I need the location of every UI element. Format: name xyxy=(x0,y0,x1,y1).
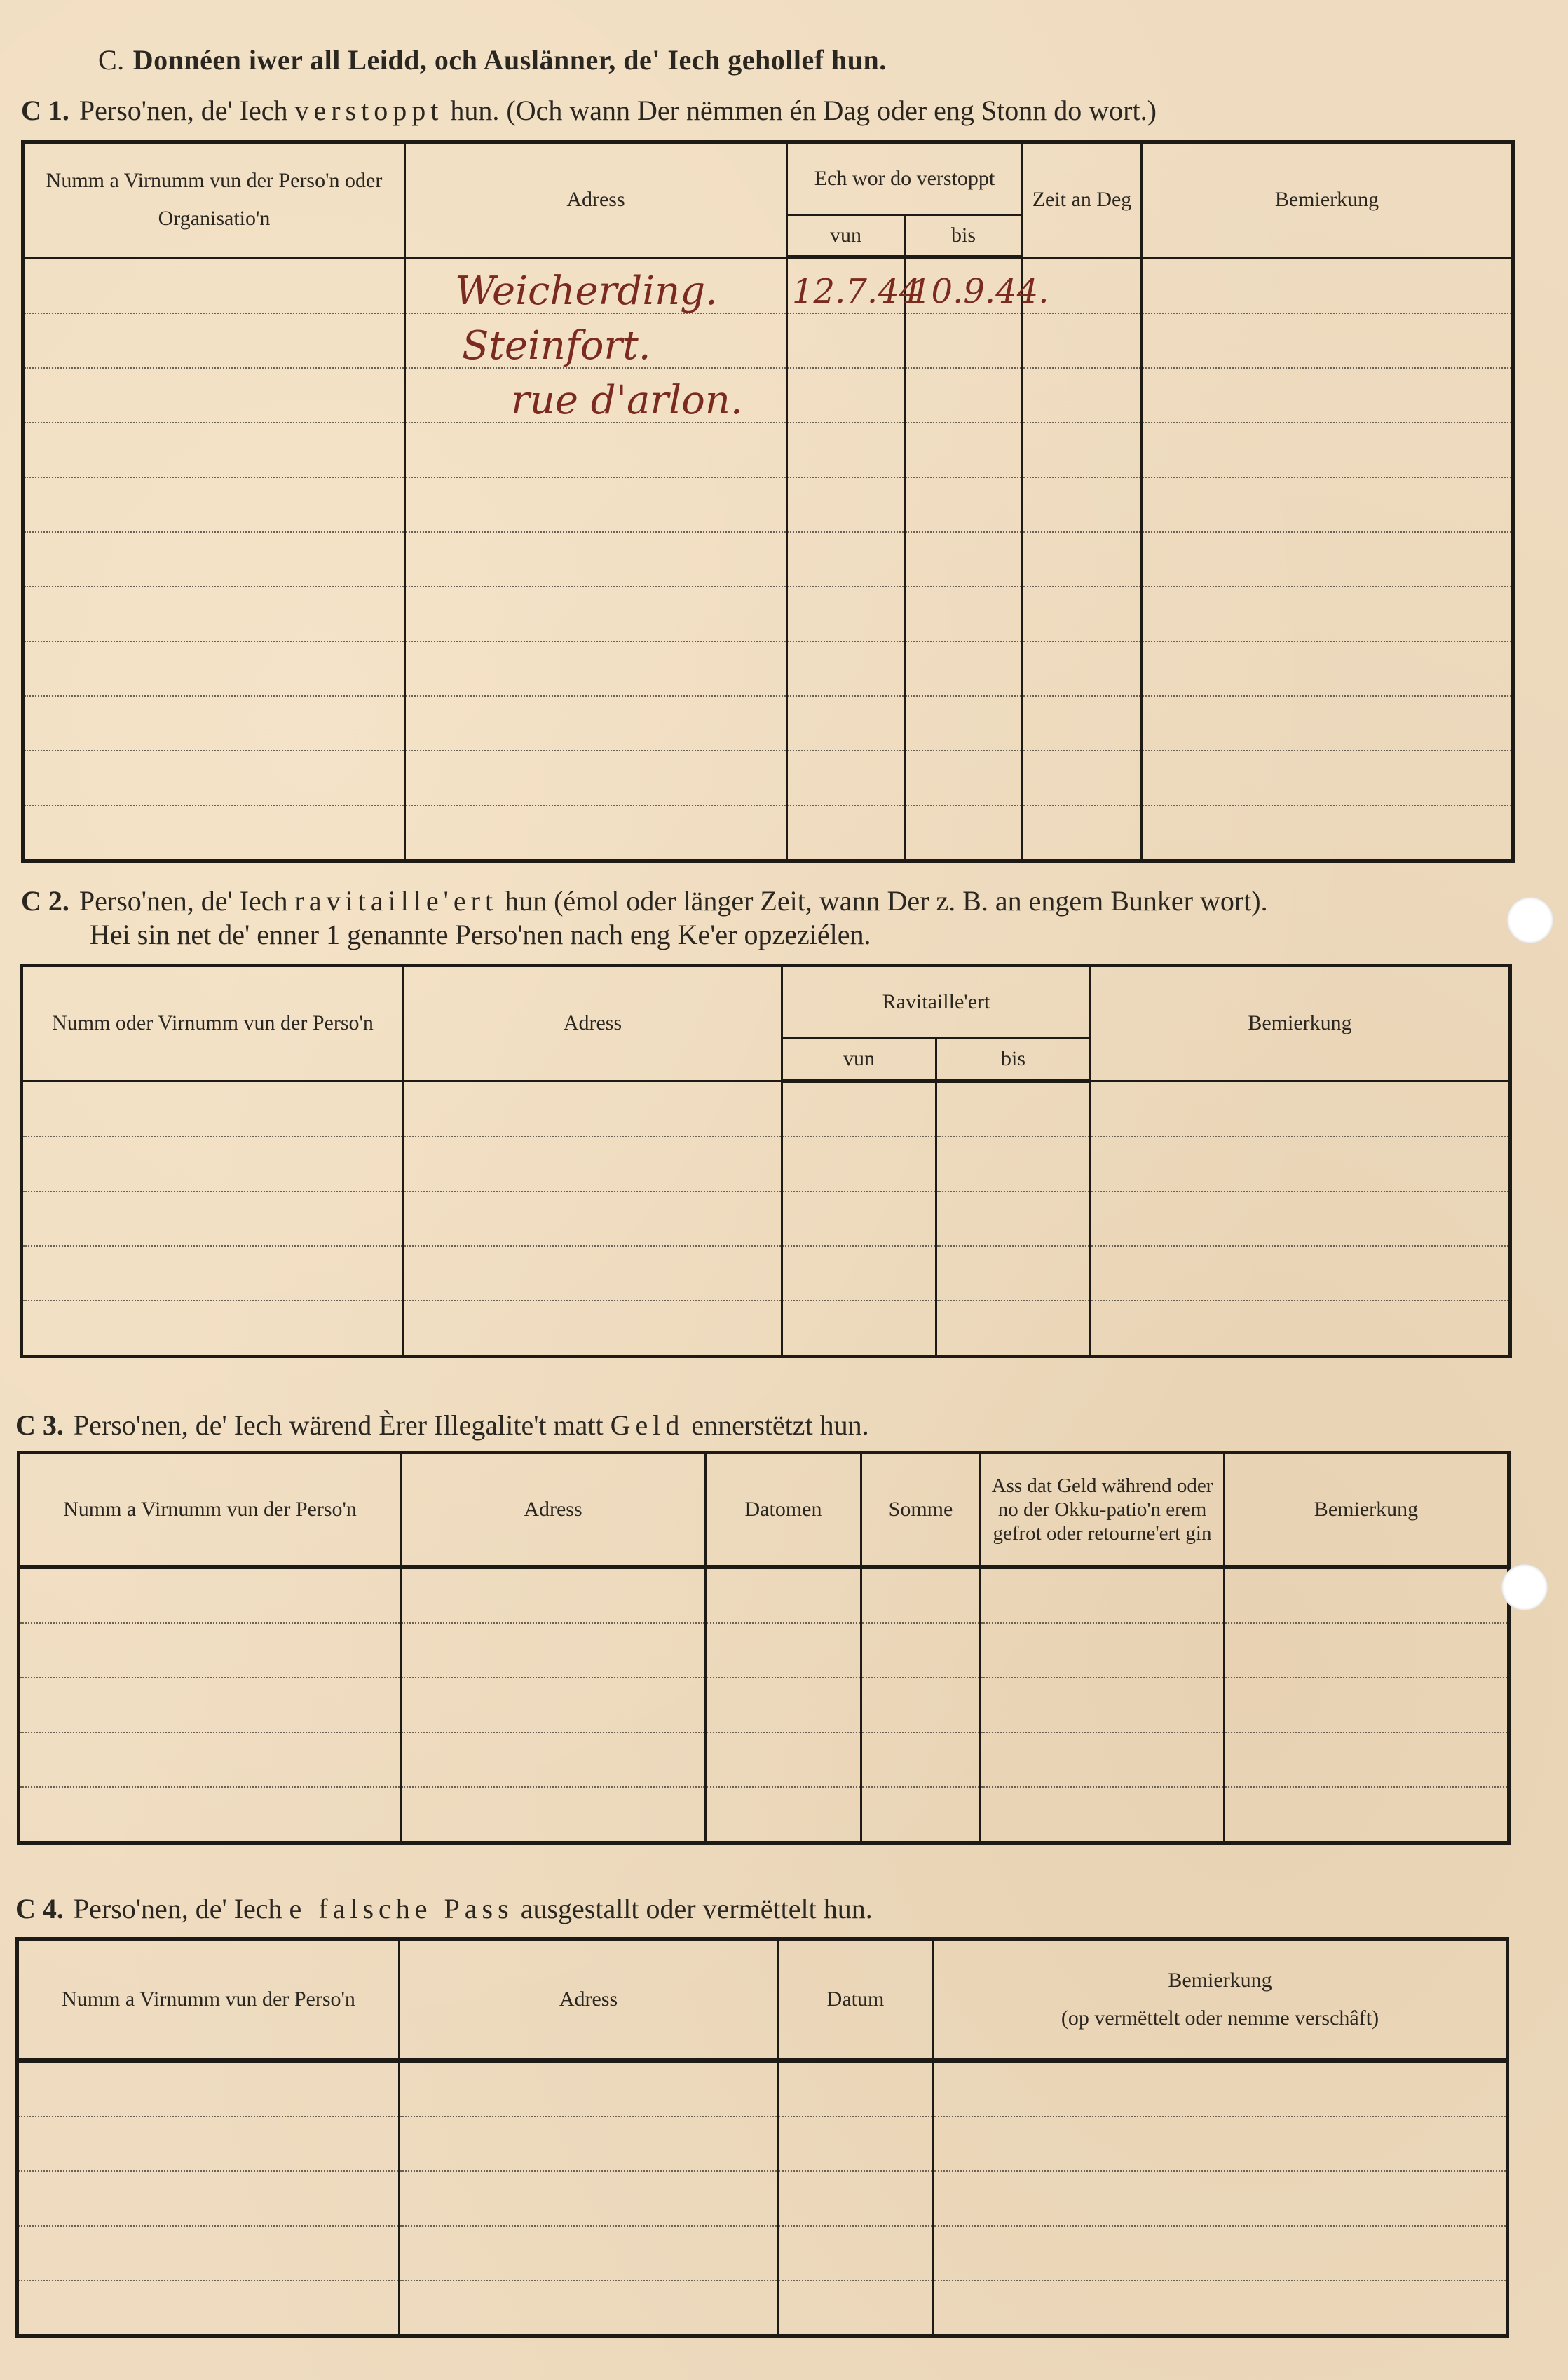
cell[interactable] xyxy=(981,1678,1225,1732)
cell[interactable] xyxy=(23,257,405,313)
remark-label: Bemierkung xyxy=(1168,1969,1272,1992)
cell[interactable] xyxy=(401,1678,706,1732)
cell[interactable] xyxy=(23,696,405,751)
cell[interactable] xyxy=(782,1081,936,1137)
cell[interactable] xyxy=(934,2171,1508,2226)
col-address-header: Adress xyxy=(401,1453,706,1568)
cell[interactable] xyxy=(778,2116,934,2171)
section-code: C 3. xyxy=(15,1409,64,1441)
cell[interactable] xyxy=(905,696,1023,751)
cell[interactable] xyxy=(401,1787,706,1843)
col-to-header: bis xyxy=(936,1039,1091,1081)
table-row xyxy=(23,257,1513,313)
section-c2-heading xyxy=(21,884,1268,952)
cell[interactable] xyxy=(23,313,405,368)
cell[interactable] xyxy=(934,2226,1508,2280)
cell[interactable] xyxy=(1142,641,1513,696)
cell[interactable] xyxy=(1225,1732,1509,1787)
table-row xyxy=(18,2060,1508,2116)
cell[interactable] xyxy=(981,1567,1225,1623)
cell[interactable] xyxy=(981,1732,1225,1787)
section-c4-heading xyxy=(15,1892,873,1926)
cell[interactable] xyxy=(405,696,787,751)
cell[interactable] xyxy=(905,313,1023,368)
table-row xyxy=(22,1081,1511,1137)
cell[interactable] xyxy=(1091,1137,1511,1191)
col-ravitailleert-header: Ravitaille'ert xyxy=(782,966,1091,1039)
cell[interactable] xyxy=(1023,368,1142,423)
section-code: C 1. xyxy=(21,95,69,126)
cell[interactable] xyxy=(905,257,1049,313)
section-c3-heading xyxy=(15,1409,869,1442)
cell[interactable] xyxy=(1142,368,1513,423)
cell[interactable] xyxy=(405,805,787,861)
section-code: C 4. xyxy=(15,1893,64,1924)
cell[interactable] xyxy=(861,1678,981,1732)
cell[interactable] xyxy=(401,1623,706,1678)
cell[interactable] xyxy=(401,1567,706,1623)
cell[interactable] xyxy=(1225,1623,1509,1678)
cell[interactable] xyxy=(404,1081,782,1137)
cell[interactable] xyxy=(706,1787,861,1843)
cell[interactable] xyxy=(1023,696,1142,751)
table-row xyxy=(19,1678,1509,1732)
table-c4 xyxy=(15,1937,1509,2338)
cell[interactable] xyxy=(405,477,787,532)
cell[interactable] xyxy=(405,423,787,477)
cell[interactable] xyxy=(22,1137,404,1191)
cell[interactable] xyxy=(19,1732,401,1787)
heading-line-2: Hei sin net de' enner 1 genannte Perso'nen nach eng Ke'er opzeziélen. xyxy=(90,919,871,950)
cell[interactable] xyxy=(1142,423,1513,477)
heading-spaced: ravitaille'ert xyxy=(294,885,498,917)
cell[interactable] xyxy=(905,805,1023,861)
cell[interactable] xyxy=(23,368,405,423)
cell[interactable] xyxy=(405,751,787,805)
cell[interactable] xyxy=(861,1732,981,1787)
cell[interactable] xyxy=(400,2226,778,2280)
heading-spaced: e falsche Pass xyxy=(289,1893,514,1924)
table-row xyxy=(23,368,1513,423)
handwritten-from: 12.7.44 xyxy=(792,272,921,311)
cell[interactable] xyxy=(936,1137,1091,1191)
cell[interactable] xyxy=(981,1623,1225,1678)
cell[interactable] xyxy=(19,1567,401,1623)
col-remark-header: Bemierkung xyxy=(1091,966,1511,1081)
cell[interactable] xyxy=(405,368,787,423)
table-row xyxy=(18,2171,1508,2226)
cell[interactable] xyxy=(778,2060,934,2116)
cell[interactable] xyxy=(778,2226,934,2280)
table-row xyxy=(18,2226,1508,2280)
cell[interactable] xyxy=(23,751,405,805)
cell[interactable] xyxy=(18,2171,400,2226)
cell[interactable] xyxy=(1142,587,1513,641)
cell[interactable] xyxy=(1023,423,1142,477)
cell[interactable] xyxy=(861,1787,981,1843)
cell[interactable] xyxy=(1023,751,1142,805)
heading-spaced: Geld xyxy=(610,1409,685,1441)
table-row xyxy=(22,1137,1511,1191)
col-remark-header xyxy=(934,1939,1508,2061)
cell[interactable] xyxy=(934,2060,1508,2116)
cell[interactable] xyxy=(778,2280,934,2337)
col-to-header: bis xyxy=(905,215,1023,258)
table-row xyxy=(23,587,1513,641)
cell[interactable] xyxy=(787,477,905,532)
heading-part: ennerstëtzt hun. xyxy=(691,1409,869,1441)
col-name-header: Numm a Virnumm vun der Perso'n oder Organisatio'n xyxy=(23,142,405,258)
cell[interactable] xyxy=(404,1246,782,1301)
cell[interactable] xyxy=(1225,1678,1509,1732)
cell[interactable] xyxy=(706,1678,861,1732)
col-remark-header: Bemierkung xyxy=(1142,142,1513,258)
table-row xyxy=(19,1623,1509,1678)
table-row xyxy=(23,696,1513,751)
cell[interactable] xyxy=(905,587,1023,641)
col-from-header: vun xyxy=(782,1039,936,1081)
cell[interactable] xyxy=(782,1137,936,1191)
col-name-header: Numm a Virnumm vun der Perso'n xyxy=(18,1939,400,2061)
handwritten-address-2: Steinfort. xyxy=(462,323,651,369)
cell[interactable] xyxy=(1091,1191,1511,1246)
cell[interactable] xyxy=(1142,751,1513,805)
heading-part: Perso'nen, de' Iech xyxy=(79,885,288,917)
cell[interactable] xyxy=(905,368,1023,423)
col-time-header: Zeit an Deg xyxy=(1023,142,1142,258)
cell[interactable] xyxy=(905,477,1023,532)
cell[interactable] xyxy=(19,1787,401,1843)
cell[interactable] xyxy=(1023,805,1142,861)
section-code: C 2. xyxy=(21,885,69,917)
handwritten-address-3: rue d'arlon. xyxy=(511,378,743,423)
table-row xyxy=(18,2116,1508,2171)
cell[interactable] xyxy=(400,2280,778,2337)
cell[interactable] xyxy=(1023,587,1142,641)
cell[interactable] xyxy=(1091,1246,1511,1301)
cell[interactable] xyxy=(400,2060,778,2116)
cell[interactable] xyxy=(22,1081,404,1137)
table-c2 xyxy=(20,964,1512,1358)
cell[interactable] xyxy=(1142,313,1513,368)
cell[interactable] xyxy=(1023,313,1142,368)
cell[interactable] xyxy=(787,532,905,587)
col-return-header: Ass dat Geld während oder no der Okku-patio'n erem gefrot oder retourne'ert gin xyxy=(981,1453,1225,1568)
cell[interactable] xyxy=(405,532,787,587)
table-row xyxy=(22,1246,1511,1301)
cell[interactable] xyxy=(18,2116,400,2171)
title-prefix: C. xyxy=(98,44,125,76)
cell[interactable] xyxy=(782,1246,936,1301)
cell[interactable] xyxy=(936,1246,1091,1301)
section-c1-heading xyxy=(21,94,1157,128)
heading-part: Perso'nen, de' Iech wärend Èrer Illegalite't matt xyxy=(73,1409,604,1441)
cell[interactable] xyxy=(405,641,787,696)
table-row xyxy=(23,477,1513,532)
table-row xyxy=(18,2280,1508,2337)
cell[interactable] xyxy=(1023,477,1142,532)
cell[interactable] xyxy=(787,696,905,751)
cell[interactable] xyxy=(400,2116,778,2171)
title-text: Donnéen iwer all Leidd, och Auslänner, de' Iech gehollef hun. xyxy=(132,44,887,76)
heading-part: Perso'nen, de' Iech xyxy=(73,1893,282,1924)
cell[interactable] xyxy=(23,423,405,477)
cell[interactable] xyxy=(787,368,905,423)
cell[interactable] xyxy=(706,1732,861,1787)
cell[interactable] xyxy=(787,257,921,313)
table-row xyxy=(23,532,1513,587)
table-row xyxy=(23,313,1513,368)
cell[interactable] xyxy=(19,1678,401,1732)
col-hidden-header: Ech wor do verstoppt xyxy=(787,142,1023,215)
col-remark-header: Bemierkung xyxy=(1225,1453,1509,1568)
document-title xyxy=(98,43,887,76)
cell[interactable] xyxy=(405,257,787,313)
cell[interactable] xyxy=(405,313,787,368)
cell[interactable] xyxy=(706,1623,861,1678)
cell[interactable] xyxy=(18,2280,400,2337)
cell[interactable] xyxy=(22,1191,404,1246)
table-row xyxy=(19,1787,1509,1843)
cell[interactable] xyxy=(23,532,405,587)
heading-spaced: verstoppt xyxy=(294,95,444,126)
handwritten-to: 10.9.44. xyxy=(910,272,1049,311)
cell[interactable] xyxy=(18,2060,400,2116)
cell[interactable] xyxy=(934,2280,1508,2337)
cell[interactable] xyxy=(404,1191,782,1246)
cell[interactable] xyxy=(22,1301,404,1357)
cell[interactable] xyxy=(1142,257,1513,313)
cell[interactable] xyxy=(23,641,405,696)
col-address-header: Adress xyxy=(404,966,782,1081)
cell[interactable] xyxy=(1225,1567,1509,1623)
table-row xyxy=(22,1191,1511,1246)
col-name-header: Numm oder Virnumm vun der Perso'n xyxy=(22,966,404,1081)
cell[interactable] xyxy=(934,2116,1508,2171)
cell[interactable] xyxy=(787,313,905,368)
cell[interactable] xyxy=(22,1246,404,1301)
cell[interactable] xyxy=(1142,477,1513,532)
cell[interactable] xyxy=(1142,532,1513,587)
table-c1 xyxy=(21,140,1515,863)
col-address-header: Adress xyxy=(405,142,787,258)
cell[interactable] xyxy=(404,1301,782,1357)
punch-hole xyxy=(1507,897,1553,943)
cell[interactable] xyxy=(401,1732,706,1787)
cell[interactable] xyxy=(861,1623,981,1678)
col-from-header: vun xyxy=(787,215,905,258)
col-date-header: Datum xyxy=(778,1939,934,2061)
cell[interactable] xyxy=(1023,641,1142,696)
cell[interactable] xyxy=(1091,1081,1511,1137)
table-row xyxy=(23,423,1513,477)
punch-hole xyxy=(1501,1564,1548,1610)
heading-part: hun. (Och wann Der nëmmen én Dag oder eng Stonn do wort.) xyxy=(450,95,1157,126)
cell[interactable] xyxy=(1142,696,1513,751)
table-row xyxy=(22,1301,1511,1357)
cell[interactable] xyxy=(787,751,905,805)
cell[interactable] xyxy=(936,1081,1091,1137)
cell[interactable] xyxy=(787,805,905,861)
cell[interactable] xyxy=(905,641,1023,696)
cell[interactable] xyxy=(19,1623,401,1678)
cell[interactable] xyxy=(1225,1787,1509,1843)
cell[interactable] xyxy=(782,1191,936,1246)
cell[interactable] xyxy=(18,2226,400,2280)
cell[interactable] xyxy=(1142,805,1513,861)
table-c3 xyxy=(17,1451,1511,1845)
table-row xyxy=(23,641,1513,696)
cell[interactable] xyxy=(23,477,405,532)
table-row xyxy=(19,1732,1509,1787)
table-row xyxy=(23,805,1513,861)
cell[interactable] xyxy=(23,805,405,861)
remark-sublabel: (op vermëttelt oder nemme verschâft) xyxy=(1061,2006,1379,2030)
cell[interactable] xyxy=(905,751,1023,805)
col-address-header: Adress xyxy=(400,1939,778,2061)
heading-part: Perso'nen, de' Iech xyxy=(79,95,288,126)
cell[interactable] xyxy=(787,423,905,477)
cell[interactable] xyxy=(405,587,787,641)
cell[interactable] xyxy=(404,1137,782,1191)
col-date-header: Datomen xyxy=(706,1453,861,1568)
cell[interactable] xyxy=(706,1567,861,1623)
cell[interactable] xyxy=(778,2171,934,2226)
cell[interactable] xyxy=(782,1301,936,1357)
cell[interactable] xyxy=(23,587,405,641)
cell[interactable] xyxy=(400,2171,778,2226)
cell[interactable] xyxy=(905,532,1023,587)
cell[interactable] xyxy=(936,1191,1091,1246)
col-name-header: Numm a Virnumm vun der Perso'n xyxy=(19,1453,401,1568)
heading-part: ausgestallt oder vermëttelt hun. xyxy=(520,1893,873,1924)
cell[interactable] xyxy=(787,641,905,696)
cell[interactable] xyxy=(905,423,1023,477)
table-row xyxy=(19,1567,1509,1623)
cell[interactable] xyxy=(787,587,905,641)
heading-part: hun (émol oder länger Zeit, wann Der z. B. an engem Bunker wort). xyxy=(505,885,1268,917)
cell[interactable] xyxy=(936,1301,1091,1357)
cell[interactable] xyxy=(861,1567,981,1623)
col-sum-header: Somme xyxy=(861,1453,981,1568)
cell[interactable] xyxy=(981,1787,1225,1843)
table-row xyxy=(23,751,1513,805)
cell[interactable] xyxy=(1091,1301,1511,1357)
cell[interactable] xyxy=(1023,532,1142,587)
handwritten-address-1: Weicherding. xyxy=(455,268,718,314)
